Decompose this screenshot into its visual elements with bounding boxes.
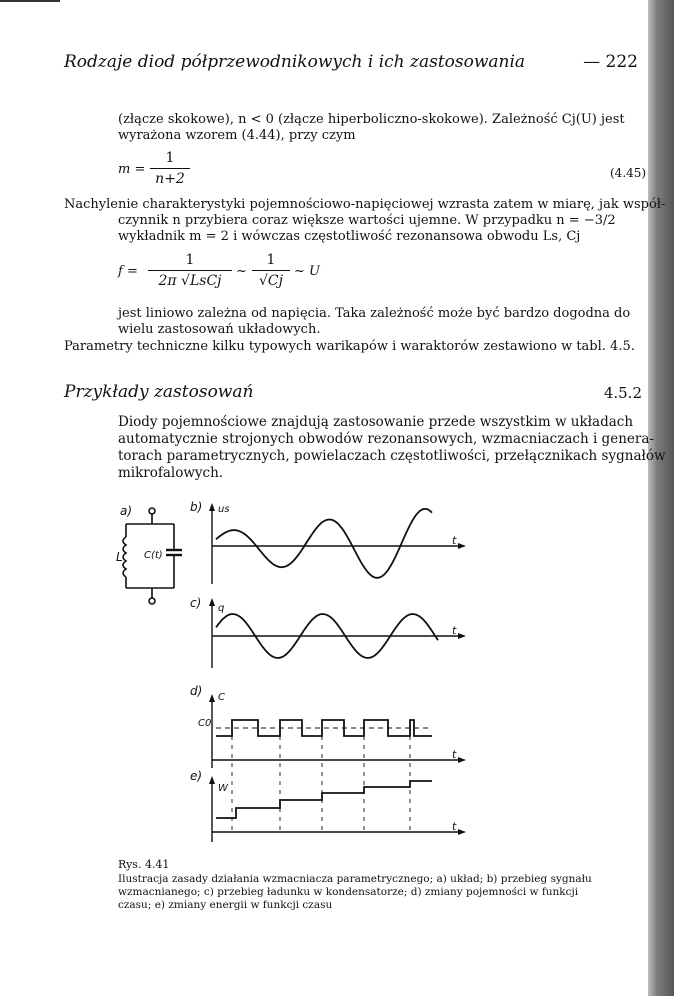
inductor-symbol: [123, 537, 126, 577]
section-title: Przykłady zastosowań: [64, 382, 254, 402]
text-line: czynnik n przybiera coraz większe wartości ujemne. W przypadku n = −3/2: [118, 213, 616, 228]
label-us: us: [218, 504, 230, 515]
label-q: q: [218, 603, 225, 614]
text-line: Diody pojemnościowe znajdują zastosowanie przede wszystkim w układach: [118, 414, 634, 430]
text-line: (złącze skokowe), n < 0 (złącze hiperboliczno-skokowe). Zależność Cj(U) jest: [118, 112, 625, 127]
page-number: — 222: [583, 52, 638, 72]
time-guide-lines: [232, 736, 410, 834]
caption-line: Ilustracja zasady działania wzmacniacza parametrycznego; a) układ; b) przebieg sygnału: [118, 873, 592, 885]
signal-us-curve: [216, 509, 432, 578]
text-line: torach parametrycznych, powielaczach częstotliwości, przełącznikach sygnałów: [118, 448, 666, 464]
header-title: Rodzaje diod półprzewodnikowych i ich zastosowania: [64, 52, 526, 72]
eqf-fraction-2: 1 √Cj: [252, 252, 290, 289]
axis-arrows: [209, 503, 466, 835]
label-c: c): [190, 596, 202, 610]
text-line: wielu zastosowań układowych.: [118, 322, 321, 337]
label-L: L: [116, 550, 123, 564]
eqf-sim: ~: [236, 264, 247, 279]
terminal-bottom: [149, 598, 155, 604]
figure-label: Rys. 4.41: [118, 858, 170, 871]
label-W: W: [218, 783, 228, 794]
text-line: Parametry techniczne kilku typowych warikapów i waraktorów zestawiono w tabl. 4.5.: [64, 339, 635, 354]
terminal-top: [149, 508, 155, 514]
label-t: t: [452, 748, 457, 761]
text-line: mikrofalowych.: [118, 465, 224, 481]
eqf-fraction-1: 1 2π √LsCj: [148, 252, 232, 289]
label-t: t: [452, 534, 457, 547]
label-C: C: [218, 692, 225, 703]
caption-line: czasu; e) zmiany energii w funkcji czasu: [118, 899, 333, 911]
text-line: jest liniowo zależna od napięcia. Taka zależność może być bardzo dogodna do: [118, 306, 631, 321]
label-C0: C0: [198, 718, 212, 729]
eqf-tail: ~ U: [294, 264, 320, 279]
text-line: wykładnik m = 2 i wówczas częstotliwość rezonansowa obwodu Ls, Cj: [118, 229, 581, 244]
label-d: d): [190, 684, 203, 698]
label-Ct: C(t): [144, 550, 163, 561]
axes: [212, 508, 460, 842]
label-t: t: [452, 624, 457, 637]
label-a: a): [120, 504, 133, 518]
equation-number: (4.45): [610, 166, 647, 180]
energy-staircase: [216, 781, 432, 818]
eq45-lhs: m =: [118, 162, 146, 177]
eqf-lhs: f =: [118, 264, 138, 279]
label-t: t: [452, 820, 457, 833]
text-line: wyrażona wzorem (4.44), przy czym: [118, 128, 356, 143]
caption-line: wzmacnianego; c) przebieg ładunku w kondensatorze; d) zmiany pojemności w funkcji: [118, 886, 579, 898]
text-line: automatycznie strojonych obwodów rezonansowych, wzmacniaczach i genera-: [118, 431, 654, 447]
eq45-fraction: 1 n+2: [150, 150, 190, 187]
label-b: b): [190, 500, 203, 514]
section-number: 4.5.2: [603, 384, 642, 402]
text-line: Nachylenie charakterystyki pojemnościowo-napięciowej wzrasta zatem w miarę, jak współ-: [64, 197, 666, 212]
label-e: e): [190, 769, 203, 783]
